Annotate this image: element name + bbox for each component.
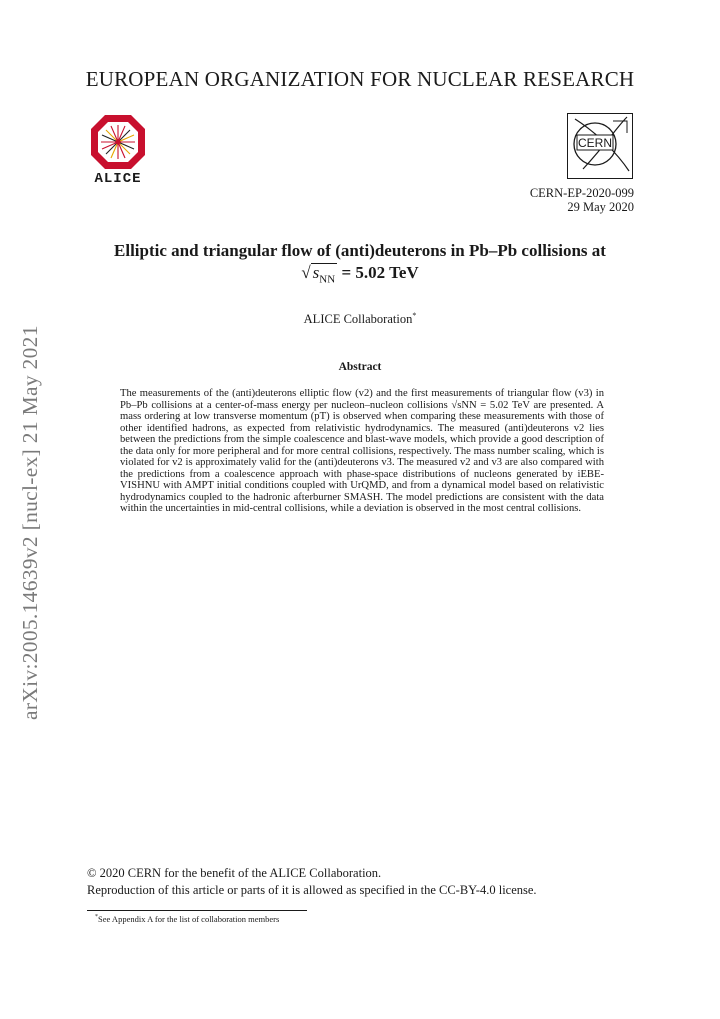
- energy-value: = 5.02 TeV: [337, 263, 419, 282]
- report-number: CERN-EP-2020-099: [529, 186, 634, 200]
- author-line: [0, 311, 720, 327]
- organization-header: EUROPEAN ORGANIZATION FOR NUCLEAR RESEARCH: [85, 67, 635, 91]
- footnote: [95, 914, 279, 924]
- title-line-2: √ $s_{NN} = 5.02$ TeV: [0, 262, 720, 288]
- copyright-line-1: © 2020 CERN for the benefit of the ALICE Collaboration.: [87, 866, 382, 880]
- footnote-text: See Appendix A for the list of collaboration members: [98, 914, 280, 924]
- author-name: ALICE Collaboration: [303, 312, 413, 327]
- alice-logo: [89, 113, 147, 185]
- abstract-body: The measurements of the (anti)deuterons elliptic flow (v2) and the first measurements of triangular flow (v3) in Pb–Pb collisions at a center-of-mass energy per nucleon–nucleon collisions √sNN = 5.02 TeV are presented. A mass ordering at low transverse momentum (pT) is observed when comparing these measurements with those of other identified hadrons, as expected from relativistic hydrodynamics. The measured (anti)deuterons v2 lies between the predictions from the simple coalescence and blast-wave models, which provide a good description of the data only for more peripheral and for more central collisions, respectively. The mass number scaling, which is violated for v2 is approximately valid for the (anti)deuterons v3. The measured v2 and v3 are also compared with the predictions from a coalescence approach with phase-space distributions of nucleons generated by iEBE-VISHNU with AMPT initial conditions coupled with UrQMD, and from a dynamical model based on relativistic hydrodynamics coupled to the hadronic afterburner SMASH. The model predictions are consistent with the data within the uncertainties in mid-central collisions, while a deviation is observed in the most central collisions.: [120, 388, 604, 515]
- paper-title: [0, 240, 720, 288]
- report-date: 29 May 2020: [567, 200, 634, 214]
- arxiv-identifier: arXiv:2005.14639v2 [nucl-ex] 21 May 2021: [18, 325, 42, 720]
- copyright-notice: [87, 865, 537, 899]
- cern-logo: [567, 113, 633, 179]
- title-line-1: Elliptic and triangular flow of (anti)deuterons in Pb–Pb collisions at: [114, 241, 606, 260]
- energy-symbol: $s_{NN}$: [311, 263, 338, 288]
- author-footnote-marker: *: [412, 311, 417, 320]
- alice-logo-text: ALICE: [94, 171, 142, 185]
- copyright-line-2: Reproduction of this article or parts of it is allowed as specified in the CC-BY-4.0 license.: [87, 883, 537, 897]
- abstract-heading: Abstract: [338, 361, 382, 373]
- footnote-divider: [87, 910, 307, 911]
- cern-logo-text: CERN: [577, 136, 613, 150]
- report-info: [530, 186, 634, 214]
- footnote-marker: *: [95, 914, 98, 921]
